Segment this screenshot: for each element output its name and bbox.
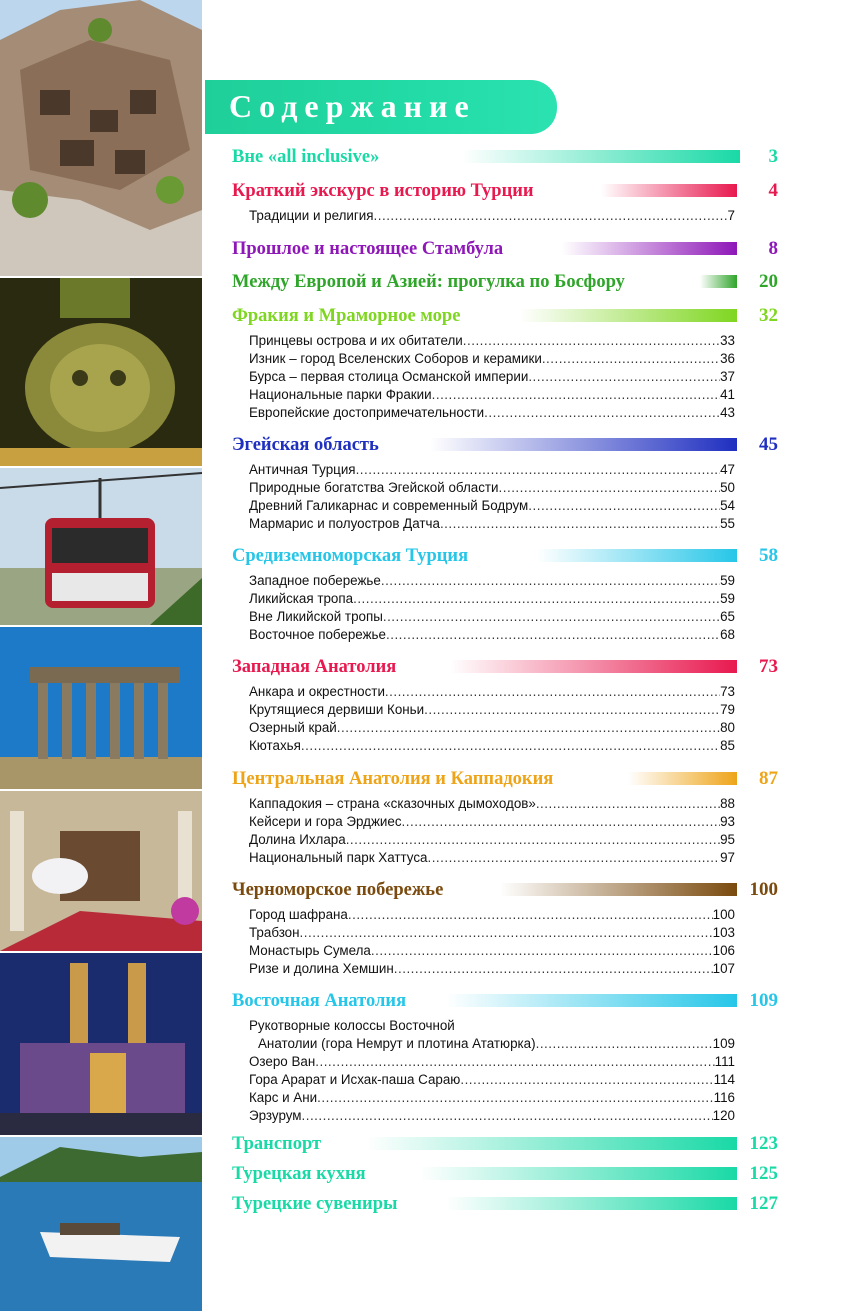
section-color-bar	[430, 438, 737, 451]
section-page-number: 8	[768, 238, 778, 259]
subsection-page-number: 37	[720, 369, 735, 384]
section-title[interactable]: Восточная Анатолия	[232, 991, 407, 1011]
subsection-page-number: 111	[714, 1054, 735, 1069]
subsection-entry[interactable]	[249, 497, 735, 515]
subsection-entry[interactable]	[249, 719, 735, 737]
subsection-title[interactable]: Рукотворные колоссы Восточной	[249, 1018, 455, 1033]
subsection-entry[interactable]	[249, 960, 735, 978]
dot-leader	[542, 350, 720, 368]
subsection-entry[interactable]	[249, 924, 735, 942]
dot-leader	[386, 626, 720, 644]
section-page-number: 127	[749, 1193, 778, 1214]
subsection-title: Восточное побережье	[249, 627, 386, 642]
section-title[interactable]: Вне «all inclusive»	[232, 147, 380, 167]
subsection-title: Национальные парки Фракии	[249, 387, 432, 402]
subsection-page-number: 88	[720, 796, 735, 811]
section-page-number: 125	[749, 1163, 778, 1184]
dot-leader	[374, 207, 728, 225]
dot-leader	[528, 497, 720, 515]
subsection-entry[interactable]	[249, 515, 735, 533]
subsection-page-number: 59	[720, 591, 735, 606]
subsection-page-number: 54	[720, 498, 735, 513]
subsection-title: Долина Ихлара	[249, 832, 346, 847]
dot-leader	[302, 1107, 713, 1125]
section-page-number: 109	[749, 990, 778, 1011]
subsection-entry[interactable]	[249, 906, 735, 924]
subsection-title: Мармарис и полуостров Датча	[249, 516, 440, 531]
subsection-entry[interactable]	[249, 332, 735, 350]
subsection-page-number: 103	[712, 925, 735, 940]
section-page-number: 73	[759, 656, 778, 677]
subsection-page-number: 85	[720, 738, 735, 753]
subsection-title-continued: Анатолии (гора Немрут и плотина Ататюрка)	[258, 1036, 536, 1051]
subsection-page-number: 97	[720, 850, 735, 865]
subsection-page-number: 33	[720, 333, 735, 348]
dot-leader	[315, 1053, 714, 1071]
subsection-entry[interactable]	[249, 701, 735, 719]
dot-leader	[381, 572, 720, 590]
dot-leader	[385, 683, 720, 701]
subsection-title: Национальный парк Хаттуса	[249, 850, 428, 865]
subsection-title: Карс и Ани	[249, 1090, 318, 1105]
section-title[interactable]: Средиземноморская Турция	[232, 546, 469, 566]
subsection-title: Озеро Ван	[249, 1054, 316, 1069]
dot-leader	[383, 608, 720, 626]
section-title[interactable]: Турецкая кухня	[232, 1164, 366, 1184]
subsection-entry[interactable]	[249, 350, 735, 368]
dot-leader	[317, 1089, 714, 1107]
subsection-title: Ликийская тропа	[249, 591, 354, 606]
dot-leader	[432, 386, 720, 404]
section-page-number: 100	[749, 879, 778, 900]
dot-leader	[402, 813, 721, 831]
dot-leader	[499, 479, 721, 497]
subsection-entry[interactable]	[249, 386, 735, 404]
subsection-page-number: 93	[720, 814, 735, 829]
subsection-page-number: 55	[720, 516, 735, 531]
section-page-number: 45	[759, 434, 778, 455]
subsection-page-number: 79	[720, 702, 735, 717]
section-page-number: 123	[749, 1133, 778, 1154]
subsection-page-number: 109	[712, 1036, 735, 1051]
subsection-page-number: 95	[720, 832, 735, 847]
subsection-entry[interactable]	[249, 683, 735, 701]
page-title: Содержание	[229, 88, 476, 124]
section-title[interactable]: Прошлое и настоящее Стамбула	[232, 239, 504, 259]
subsection-title: Западное побережье	[249, 573, 381, 588]
section-page-number: 20	[759, 271, 778, 292]
subsection-entry[interactable]	[249, 590, 735, 608]
subsection-entry[interactable]	[249, 479, 735, 497]
section-title[interactable]: Фракия и Мраморное море	[232, 306, 461, 326]
subsection-page-number: 100	[712, 907, 735, 922]
dot-leader	[371, 942, 713, 960]
subsection-page-number: 50	[720, 480, 735, 495]
dot-leader	[353, 590, 720, 608]
subsection-title: Природные богатства Эгейской области	[249, 480, 499, 495]
subsection-page-number: 41	[720, 387, 735, 402]
section-page-number: 32	[759, 305, 778, 326]
section-color-bar	[446, 1197, 737, 1210]
subsection-title: Принцевы острова и их обитатели	[249, 333, 463, 348]
subsection-page-number: 114	[713, 1072, 735, 1087]
subsection-title: Традиции и религия	[249, 208, 374, 223]
dot-leader	[424, 701, 720, 719]
subsection-title: Гора Арарат и Исхак-паша Сараю	[249, 1072, 461, 1087]
subsection-entry[interactable]	[249, 849, 735, 867]
subsection-entry[interactable]	[249, 1053, 735, 1071]
subsection-entry[interactable]	[249, 461, 735, 479]
dot-leader	[356, 461, 721, 479]
subsection-entry[interactable]	[249, 608, 735, 626]
section-color-bar	[537, 549, 737, 562]
subsection-title: Трабзон	[249, 925, 300, 940]
subsection-entry[interactable]	[249, 404, 735, 422]
section-color-bar	[520, 309, 737, 322]
dot-leader	[301, 737, 720, 755]
subsection-page-number: 43	[720, 405, 735, 420]
subsection-title: Изник – город Вселенских Соборов и керамики	[249, 351, 542, 366]
section-title[interactable]: Краткий экскурс в историю Турции	[232, 181, 534, 201]
subsection-page-number: 36	[720, 351, 735, 366]
dot-leader	[427, 849, 720, 867]
subsection-entry[interactable]	[249, 795, 735, 813]
section-color-bar	[462, 150, 740, 163]
subsection-title: Кейсери и гора Эрджиес	[249, 814, 402, 829]
subsection-title: Вне Ликийской тропы	[249, 609, 383, 624]
dot-leader	[300, 924, 713, 942]
section-color-bar	[446, 994, 737, 1007]
subsection-title: Город шафрана	[249, 907, 348, 922]
subsection-page-number: 116	[713, 1090, 735, 1105]
subsection-page-number: 59	[720, 573, 735, 588]
subsection-entry[interactable]	[249, 207, 735, 225]
subsection-entry[interactable]	[249, 831, 735, 849]
section-title[interactable]: Турецкие сувениры	[232, 1194, 398, 1214]
subsection-page-number: 47	[720, 462, 735, 477]
subsection-entry[interactable]	[258, 1035, 735, 1053]
dot-leader	[346, 831, 720, 849]
section-title[interactable]: Транспорт	[232, 1134, 322, 1154]
section-title[interactable]: Черноморское побережье	[232, 880, 444, 900]
section-page-number: 3	[768, 146, 778, 167]
dot-leader	[528, 368, 720, 386]
subsection-title: Монастырь Сумела	[249, 943, 371, 958]
subsection-entry[interactable]	[249, 368, 735, 386]
dot-leader	[348, 906, 713, 924]
subsection-entry[interactable]	[249, 626, 735, 644]
dot-leader	[536, 1035, 713, 1053]
subsection-page-number: 80	[720, 720, 735, 735]
section-color-bar	[450, 660, 737, 673]
subsection-title: Древний Галикарнас и современный Бодрум	[249, 498, 529, 513]
dot-leader	[463, 332, 720, 350]
dot-leader	[484, 404, 720, 422]
subsection-page-number: 7	[727, 208, 735, 223]
subsection-title: Ризе и долина Хемшин	[249, 961, 394, 976]
section-page-number: 4	[768, 180, 778, 201]
subsection-page-number: 106	[712, 943, 735, 958]
section-title[interactable]: Западная Анатолия	[232, 657, 397, 677]
section-color-bar	[420, 1167, 737, 1180]
subsection-entry[interactable]	[249, 1089, 735, 1107]
dot-leader	[337, 719, 720, 737]
subsection-entry[interactable]	[249, 813, 735, 831]
dot-leader	[460, 1071, 713, 1089]
subsection-title: Каппадокия – страна «сказочных дымоходов»	[249, 796, 536, 811]
subsection-title: Европейские достопримечательности	[249, 405, 485, 420]
subsection-page-number: 120	[712, 1108, 735, 1123]
subsection-title: Бурса – первая столица Османской империи	[249, 369, 529, 384]
dot-leader	[440, 515, 720, 533]
subsection-title: Крутящиеся дервиши Коньи	[249, 702, 425, 717]
subsection-title: Эрзурум	[249, 1108, 302, 1123]
subsection-page-number: 107	[712, 961, 735, 976]
section-page-number: 58	[759, 545, 778, 566]
subsection-page-number: 68	[720, 627, 735, 642]
section-color-bar	[366, 1137, 737, 1150]
subsection-title: Кютахья	[249, 738, 301, 753]
subsection-page-number: 73	[720, 684, 735, 699]
section-title[interactable]: Эгейская область	[232, 435, 379, 455]
subsection-entry[interactable]	[249, 942, 735, 960]
subsection-entry[interactable]	[249, 1107, 735, 1125]
subsection-title: Анкара и окрестности	[249, 684, 385, 699]
dot-leader	[394, 960, 713, 978]
dot-leader	[536, 795, 720, 813]
subsection-page-number: 65	[720, 609, 735, 624]
subsection-entry[interactable]	[249, 572, 735, 590]
subsection-entry[interactable]	[249, 1071, 735, 1089]
section-page-number: 87	[759, 768, 778, 789]
section-color-bar	[500, 883, 737, 896]
subsection-entry[interactable]	[249, 737, 735, 755]
section-title[interactable]: Центральная Анатолия и Каппадокия	[232, 769, 554, 789]
subsection-title: Античная Турция	[249, 462, 356, 477]
section-title[interactable]: Между Европой и Азией: прогулка по Босфору	[232, 272, 625, 292]
subsection-title: Озерный край	[249, 720, 337, 735]
